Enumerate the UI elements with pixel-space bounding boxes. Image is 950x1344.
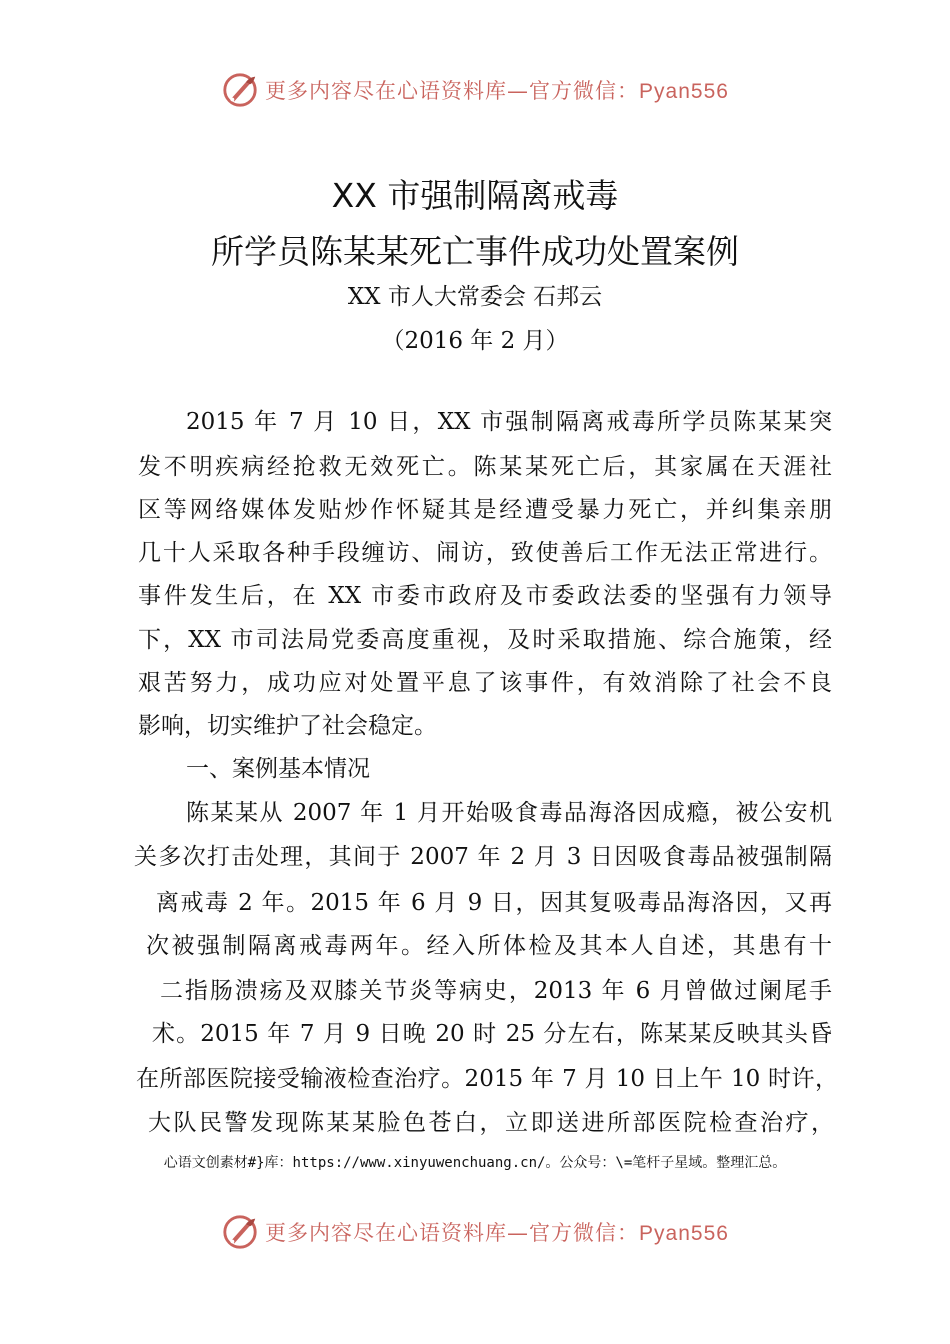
body-line: 下，XX 市司法局党委高度重视，及时采取措施、综合施策，经 <box>138 627 832 653</box>
body-line: 区等网络媒体发贴炒作怀疑其是经遭受暴力死亡，并纠集亲朋 <box>138 497 832 523</box>
body-line: 2015 年 7 月 10 日，XX 市强制隔离戒毒所学员陈某某突 <box>186 409 832 435</box>
section-line: 陈某某从 2007 年 1 月开始吸食毒品海洛因成瘾，被公安机 <box>186 800 832 826</box>
section-line: 离戒毒 2 年。2015 年 6 月 9 日，因其复吸毒品海洛因，又再 <box>156 890 832 916</box>
body-line: 影响，切实维护了社会稳定。 <box>138 713 437 739</box>
quill-logo-icon <box>221 1213 259 1251</box>
document-date: （2016 年 2 月） <box>381 328 569 354</box>
footer-watermark-banner <box>0 1212 950 1252</box>
banner-wechat-id: Pyan556 <box>639 80 729 103</box>
body-line: 事件发生后，在 XX 市委市政府及市委政法委的坚强有力领导 <box>138 583 832 609</box>
section-line: 二指肠溃疡及双膝关节炎等病史，2013 年 6 月曾做过阑尾手 <box>160 978 832 1004</box>
quill-logo-icon <box>221 71 259 109</box>
source-footnote: 心语文创素材#}库：https://www.xinyuwenchuang.cn/。公众号：\=笔杆子星域。整理汇总。 <box>163 1155 787 1171</box>
section-heading: 一、案例基本情况 <box>186 756 370 782</box>
banner-text: 更多内容尽在心语资料库—官方微信： <box>265 1221 640 1245</box>
body-line: 艰苦努力，成功应对处置平息了该事件，有效消除了社会不良 <box>138 670 832 696</box>
body-line: 发不明疾病经抢救无效死亡。陈某某死亡后，其家属在天涯社 <box>138 454 832 480</box>
document-author: XX 市人大常委会 石邦云 <box>347 284 603 310</box>
body-line: 几十人采取各种手段缠访、闹访，致使善后工作无法正常进行。 <box>138 540 832 566</box>
document-title-line-1: XX 市强制隔离戒毒 <box>331 176 619 215</box>
section-line: 大队民警发现陈某某脸色苍白，立即送进所部医院检查治疗， <box>148 1110 834 1136</box>
document-title-line-2: 所学员陈某某死亡事件成功处置案例 <box>211 232 739 271</box>
banner-text: 更多内容尽在心语资料库—官方微信： <box>265 79 640 103</box>
banner-wechat-id: Pyan556 <box>639 1222 729 1245</box>
section-line: 术。2015 年 7 月 9 日晚 20 时 25 分左右，陈某某反映其头昏 <box>152 1021 832 1047</box>
section-line: 在所部医院接受输液检查治疗。2015 年 7 月 10 日上午 10 时许， <box>136 1066 838 1092</box>
header-watermark-banner <box>0 70 950 110</box>
section-line: 关多次打击处理，其间于 2007 年 2 月 3 日因吸食毒品被强制隔 <box>134 844 832 870</box>
section-line: 次被强制隔离戒毒两年。经入所体检及其本人自述，其患有十 <box>146 933 832 959</box>
